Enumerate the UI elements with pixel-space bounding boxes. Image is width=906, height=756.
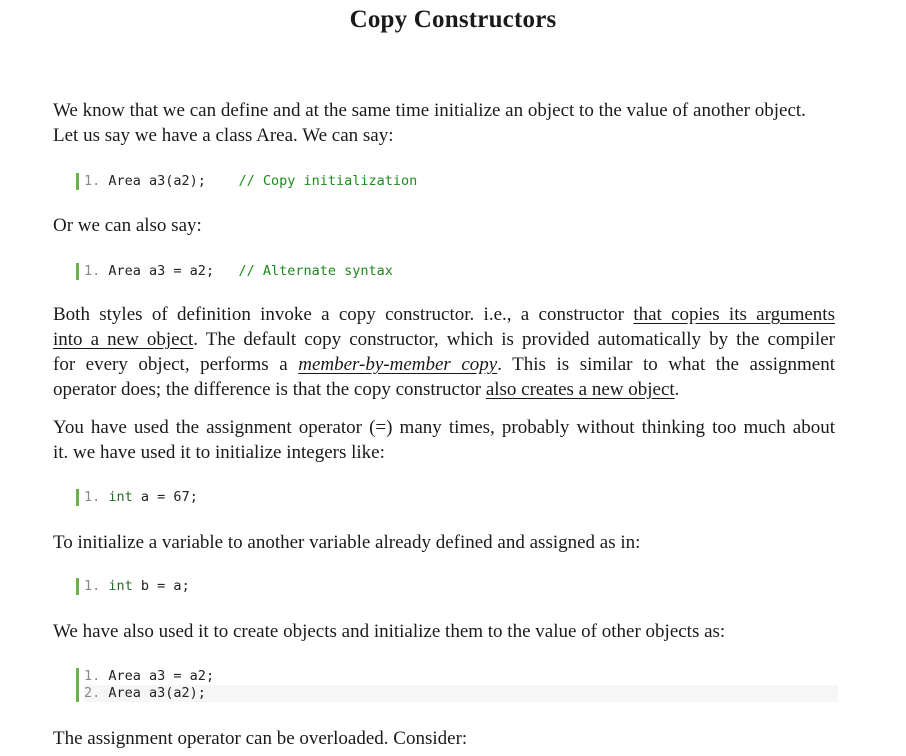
overload-line: The assignment operator can be overloaded. Consider: bbox=[53, 728, 468, 749]
objects-line: We have also used it to create objects and initialize them to the value of other objects as: bbox=[53, 621, 726, 642]
objects-paragraph bbox=[53, 619, 835, 644]
init-variable-paragraph bbox=[53, 530, 835, 555]
code-comment: // Copy initialization bbox=[238, 173, 418, 189]
cc-line-4: operator does; the difference is that the copy constructor also creates a new object. bbox=[53, 379, 680, 400]
code-keyword: int bbox=[108, 489, 133, 505]
code-keyword: int bbox=[108, 578, 133, 594]
or-paragraph bbox=[53, 213, 835, 238]
code-text: Area a3 = a2; bbox=[108, 263, 215, 279]
assign-line-1: You have used the assignment operator (=) many times, probably without thinking too much about bbox=[53, 417, 835, 438]
code-block-alt-syntax bbox=[76, 263, 393, 280]
assign-line-2: it. we have used it to initialize integers like: bbox=[53, 442, 385, 463]
copy-constructor-paragraph bbox=[53, 302, 835, 402]
overload-paragraph bbox=[53, 726, 835, 751]
code-block-copy-init bbox=[76, 173, 417, 190]
line-number: 2. bbox=[84, 685, 101, 701]
line-number: 1. bbox=[84, 578, 101, 594]
code-comment: // Alternate syntax bbox=[238, 263, 393, 279]
line-number: 1. bbox=[84, 489, 101, 505]
line-number: 1. bbox=[84, 668, 101, 684]
intro-paragraph bbox=[53, 98, 835, 148]
code-block-int-b bbox=[76, 578, 190, 595]
code-text: Area a3 = a2; bbox=[108, 668, 215, 684]
line-number: 1. bbox=[84, 263, 101, 279]
code-text: a = 67; bbox=[132, 489, 198, 505]
line-number: 1. bbox=[84, 173, 101, 189]
cc-line-2: into a new object. The default copy constructor, which is provided automatically by the compiler bbox=[53, 329, 835, 350]
cc-line-3: for every object, performs a member-by-member copy. This is similar to what the assignment bbox=[53, 354, 836, 375]
assignment-paragraph bbox=[53, 415, 835, 465]
page-title: Copy Constructors bbox=[349, 6, 557, 33]
code-text: Area a3(a2); bbox=[108, 685, 206, 701]
intro-line-2: Let us say we have a class Area. We can say: bbox=[53, 125, 394, 146]
code-text: b = a; bbox=[132, 578, 190, 594]
intro-line-1: We know that we can define and at the same time initialize an object to the value of another object. bbox=[53, 100, 806, 121]
init-line: To initialize a variable to another variable already defined and assigned as in: bbox=[53, 532, 641, 553]
code-block-int-a bbox=[76, 489, 198, 506]
code-text: Area a3(a2); bbox=[108, 173, 206, 189]
cc-line-1: Both styles of definition invoke a copy constructor. i.e., a constructor that copies its arguments bbox=[53, 304, 835, 325]
code-block-objects bbox=[76, 668, 838, 702]
or-line: Or we can also say: bbox=[53, 215, 202, 236]
